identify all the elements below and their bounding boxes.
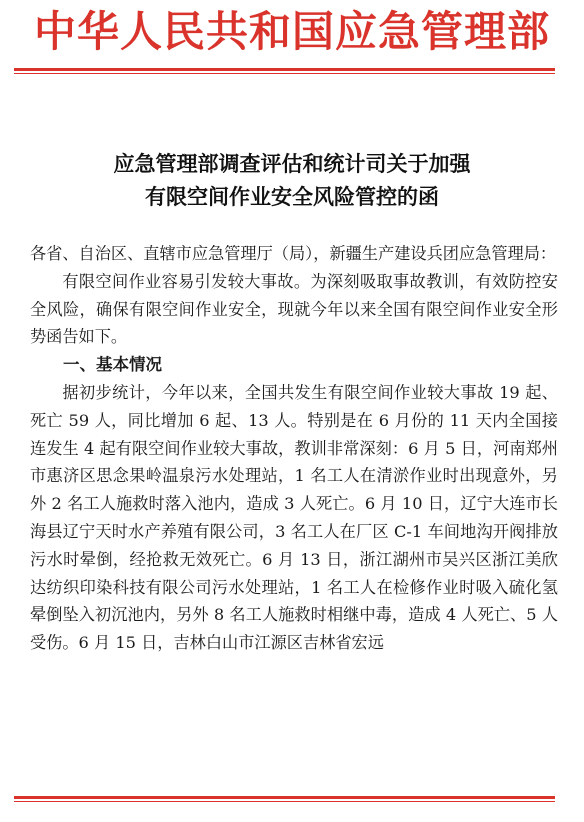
document-title (0, 148, 584, 214)
document-body (30, 240, 558, 657)
letterhead-rule-top (14, 68, 555, 71)
document-title-line1: 应急管理部调查评估和统计司关于加强 (113, 152, 471, 176)
section-heading-basic-situation: 一、基本情况 (63, 355, 162, 375)
letterhead-org-name: 中华人民共和国应急管理部 (33, 7, 550, 56)
salutation: 各省、自治区、直辖市应急管理厅（局），新疆生产建设兵团应急管理局： (30, 244, 557, 263)
intro-paragraph: 有限空间作业容易引发较大事故。为深刻吸取事故教训，有效防控安全风险，确保有限空间作业安全，现就今年以来全国有限空间作业安全形势函告如下。 (30, 271, 558, 347)
letterhead-rule-top-thin (14, 73, 555, 74)
footer-rule (14, 796, 555, 799)
document-title-line2: 有限空间作业安全风险管控的函 (145, 185, 439, 209)
section-paragraph-basic-situation: 据初步统计，今年以来，全国共发生有限空间作业较大事故 19 起、死亡 59 人，同比增加 6 起、13 人。特别是在 6 月份的 11 天内全国接连发生 4 起有限空间作业较大事故，教训非常深刻：6 月 5 日，河南郑州市惠济区思念果岭温泉污水处理站，1 名工人在清淤作业时出现意外，另外 2 名工人施救时落入池内，造成 3 人死亡。6 月 10 日，辽宁大连市长海县辽宁天时水产养殖有限公司，3 名工人在厂区 C-1 车间地沟开阀排放污水时晕倒，经抢救无效死亡。6 月 13 日，浙江湖州市吴兴区浙江美欣达纺织印染科技有限公司污水处理站，1 名工人在检修作业时吸入硫化氢晕倒坠入初沉池内，另外 8 名工人施救时相继中毒，造成 4 人死亡、5 人受伤。6 月 15 日，吉林白山市江源区吉林省宏远 (30, 382, 558, 653)
footer-rule-thin (14, 801, 555, 802)
